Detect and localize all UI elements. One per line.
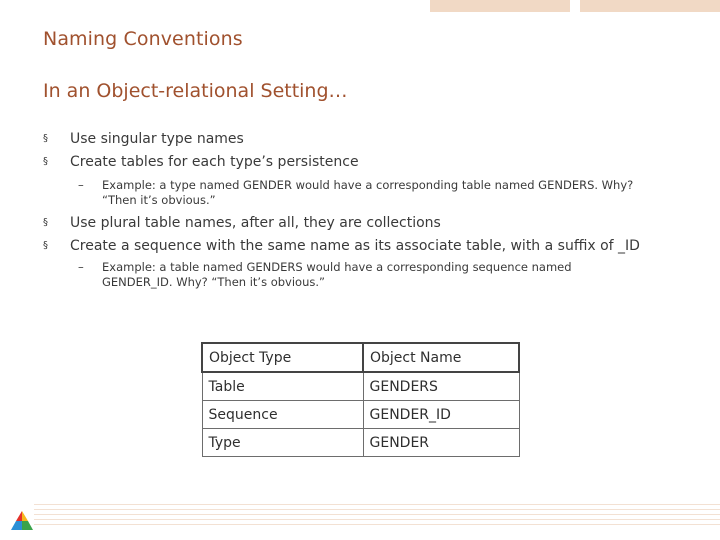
tricolor-triangle-logo-icon: [10, 510, 34, 532]
bullet-icon: §: [43, 217, 48, 228]
object-naming-table: [201, 342, 520, 457]
table-cell: Type: [202, 429, 363, 457]
sub-bullet-text: Example: a type named GENDER would have a corresponding table named GENDERS. Why? “Then it’s obvious.”: [102, 178, 634, 207]
table-cell: Sequence: [202, 401, 363, 429]
table-cell: GENDER_ID: [363, 401, 519, 429]
top-decoration: [430, 0, 720, 12]
table-row: [202, 429, 519, 457]
table-cell: GENDERS: [363, 372, 519, 401]
column-header: Object Type: [202, 343, 363, 372]
sub-bullet-text: Example: a table named GENDERS would have a corresponding sequence named GENDER_ID. Why? “Then it’s obvious.”: [102, 260, 572, 289]
table-row: [202, 401, 519, 429]
bullet-text: Create tables for each type’s persistence: [70, 154, 359, 170]
slide-title: Naming Conventions: [43, 28, 243, 50]
dash-icon: –: [78, 178, 84, 192]
bullet-text: Use plural table names, after all, they are collections: [70, 215, 441, 231]
bullet-text: Create a sequence with the same name as its associate table, with a suffix of _ID: [70, 238, 640, 254]
bottom-decoration: [34, 504, 720, 526]
table-cell: Table: [202, 372, 363, 401]
column-header: Object Name: [363, 343, 519, 372]
table-cell: GENDER: [363, 429, 519, 457]
table-header-row: [202, 343, 519, 372]
bullet-icon: §: [43, 133, 48, 144]
bullet-icon: §: [43, 240, 48, 251]
table-row: [202, 372, 519, 401]
dash-icon: –: [78, 260, 84, 274]
bullet-text: Use singular type names: [70, 131, 244, 147]
slide-subtitle: In an Object-relational Setting…: [43, 80, 348, 102]
bullet-icon: §: [43, 156, 48, 167]
